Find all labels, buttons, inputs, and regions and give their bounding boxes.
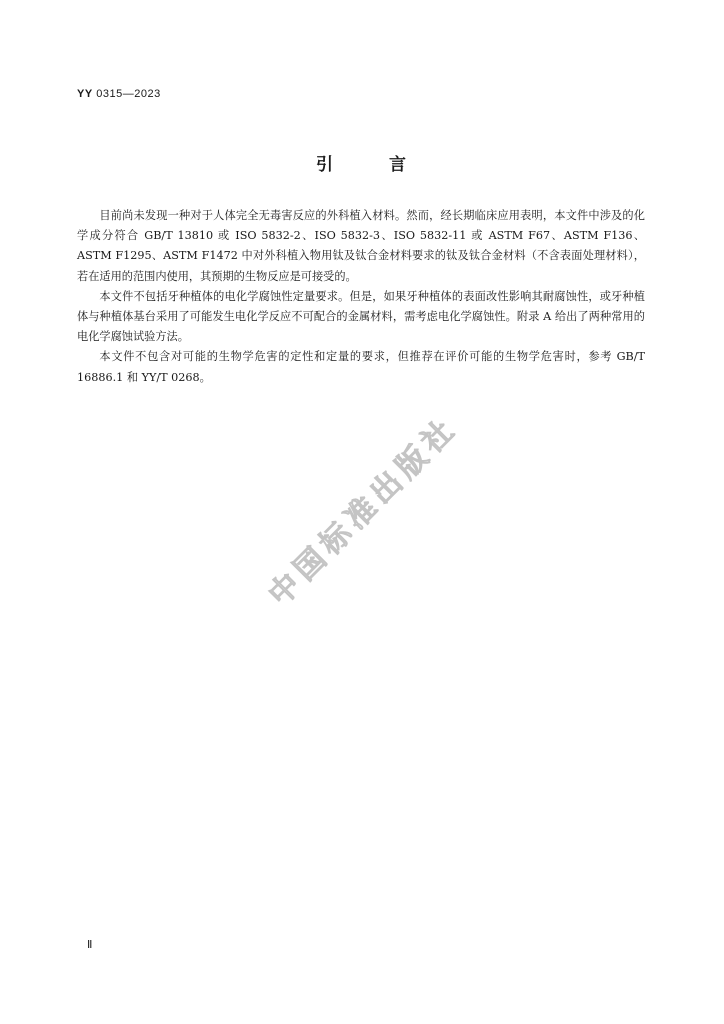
publisher-watermark: 中国标准出版社 [262,410,465,613]
introduction-body [77,206,645,388]
standard-code-prefix: YY [77,88,93,100]
page-number: Ⅱ [87,939,93,951]
standard-code-number: 0315—2023 [92,88,161,100]
paragraph-materials: 目前尚未发现一种对于人体完全无毒害反应的外科植入材料。然而，经长期临床应用表明，本文件中涉及的化学成分符合 GB/T 13810 或 ISO 5832-2、ISO 5832-3、ISO 5832-11 或 ASTM F67、ASTM F136、ASTM F1295、ASTM F1472 中对外科植入物用钛及钛合金材料要求的钛及钛合金材料（不含表面处理材料），若在适用的范围内使用，其预期的生物反应是可接受的。 [77,209,645,283]
paragraph-biological-hazard: 本文件不包含对可能的生物学危害的定性和定量的要求，但推荐在评价可能的生物学危害时，参考 GB/T 16886.1 和 YY/T 0268。 [77,350,645,384]
paragraph-corrosion: 本文件不包括牙种植体的电化学腐蚀性定量要求。但是，如果牙种植体的表面改性影响其耐腐蚀性，或牙种植体与种植体基台采用了可能发生电化学反应不可配合的金属材料，需考虑电化学腐蚀性。附录 A 给出了两种常用的电化学腐蚀试验方法。 [77,289,645,344]
section-title: 引 言 [316,155,408,175]
standard-code [77,88,161,100]
